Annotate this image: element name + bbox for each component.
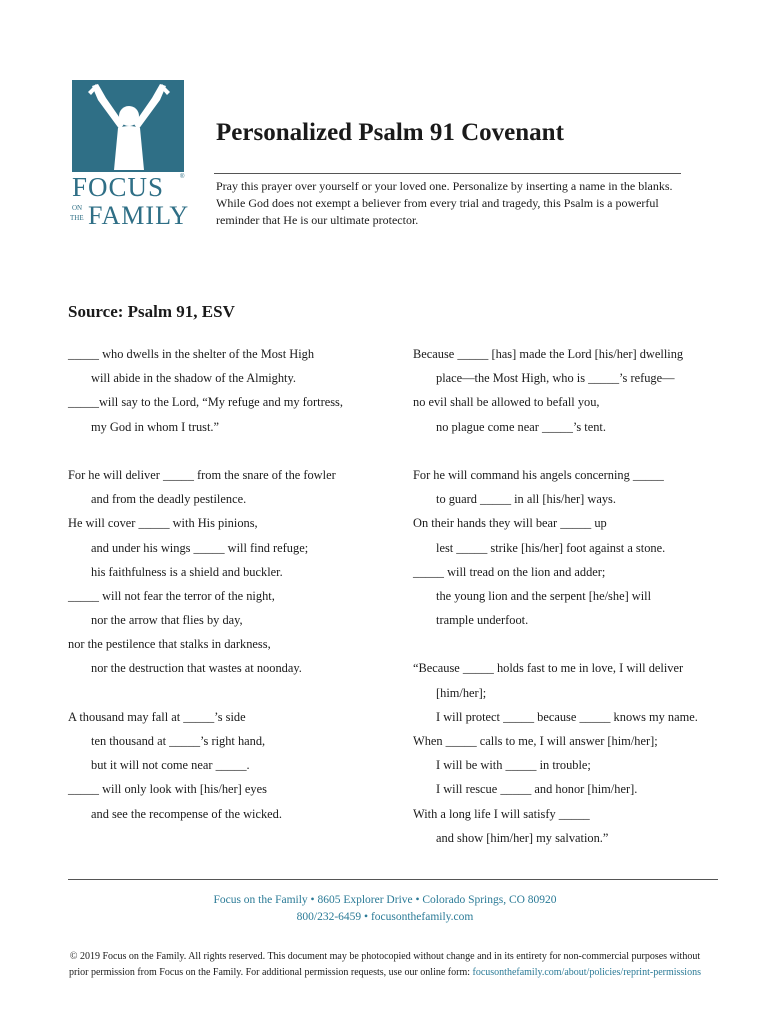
focus-on-the-family-logo <box>68 78 190 228</box>
right-verse-line: When _____ calls to me, I will answer [him/her]; <box>413 734 658 748</box>
left-stanza-gap <box>68 439 398 463</box>
left-verse-line: my God in whom I trust.” <box>91 419 220 434</box>
left-verse-line: and under his wings _____ will find refuge; <box>91 540 309 555</box>
intro-paragraph: Pray this prayer over yourself or your loved one. Personalize by inserting a name in the blanks. While God does not exempt a believer from every trial and tragedy, this Psalm is a powerful reminder that He is our ultimate protector. <box>216 179 673 227</box>
left-verse-line: _____will say to the Lord, “My refuge and my fortress, <box>68 395 343 410</box>
title-divider <box>214 173 681 174</box>
right-verse-line: lest _____ strike [his/her] foot against a stone. <box>436 540 666 555</box>
copyright-line-2 <box>20 965 750 981</box>
left-verse-line: and from the deadly pestilence. <box>91 492 247 507</box>
source-heading: Source: Psalm 91, ESV <box>68 302 235 321</box>
reprint-permissions-link[interactable]: focusonthefamily.com/about/policies/reprint-permissions <box>472 967 701 978</box>
svg-text:FAMILY: FAMILY <box>88 201 190 228</box>
left-verse-line: _____ will not fear the terror of the night, <box>68 588 275 603</box>
logo-graphic <box>68 78 190 228</box>
svg-text:THE: THE <box>70 214 84 222</box>
right-verse-line: no plague come near _____’s tent. <box>436 419 606 434</box>
svg-text:FOCUS: FOCUS <box>72 172 165 202</box>
right-verse-line: I will be with _____ in trouble; <box>436 758 591 773</box>
right-verse-line: I will protect _____ because _____ knows my name. <box>436 709 698 724</box>
right-verse-line: With a long life I will satisfy _____ <box>413 806 590 821</box>
copyright-line-2-text: prior permission from Focus on the Family. For additional permission requests, use our online form: <box>69 967 473 978</box>
left-verse-line: _____ will only look with [his/her] eyes <box>68 782 267 797</box>
page-title: Personalized Psalm 91 Covenant <box>216 119 564 146</box>
footer-divider <box>68 879 718 880</box>
left-stanza-gap <box>68 681 398 705</box>
left-verse-line: For he will deliver _____ from the snare of the fowler <box>68 467 336 482</box>
right-verse-line: and show [him/her] my salvation.” <box>436 830 609 845</box>
right-verse-line: Because _____ [has] made the Lord [his/her] dwelling <box>413 347 684 361</box>
right-verse-line: place—the Most High, who is _____’s refuge— <box>436 371 675 386</box>
left-verse-line: _____ who dwells in the shelter of the Most High <box>68 347 315 361</box>
svg-text:ON: ON <box>72 204 83 212</box>
right-verse-column <box>413 342 743 850</box>
right-verse-line: the young lion and the serpent [he/she] will <box>436 588 652 603</box>
right-verse-line: no evil shall be allowed to befall you, <box>413 395 600 410</box>
right-verse-line: “Because _____ holds fast to me in love, I will deliver <box>413 661 684 676</box>
right-stanza-gap <box>413 439 743 463</box>
left-verse-line: but it will not come near _____. <box>91 758 250 773</box>
left-verse-line: A thousand may fall at _____’s side <box>68 709 246 724</box>
right-stanza-gap <box>413 632 743 656</box>
footer-address: Focus on the Family • 8605 Explorer Drive • Colorado Springs, CO 80920 <box>213 894 557 906</box>
left-verse-column <box>68 342 398 826</box>
left-verse-line: and see the recompense of the wicked. <box>91 806 282 821</box>
left-verse-line: his faithfulness is a shield and buckler. <box>91 564 283 579</box>
right-verse-line: to guard _____ in all [his/her] ways. <box>436 492 616 507</box>
copyright-line-1: © 2019 Focus on the Family. All rights reserved. This document may be photocopied without change and in its entirety for non-commercial purposes without <box>69 951 701 962</box>
right-verse-line: I will rescue _____ and honor [him/her]. <box>436 782 638 797</box>
left-verse-line: nor the pestilence that stalks in darkness, <box>68 637 271 652</box>
footer-contact: 800/232-6459 • focusonthefamily.com <box>296 911 474 923</box>
right-verse-line: trample underfoot. <box>436 613 529 628</box>
right-verse-line: On their hands they will bear _____ up <box>413 516 607 531</box>
svg-text:®: ® <box>180 174 185 180</box>
right-verse-line: [him/her]; <box>436 685 487 700</box>
left-verse-line: ten thousand at _____’s right hand, <box>91 734 266 748</box>
right-verse-line: _____ will tread on the lion and adder; <box>413 564 606 579</box>
left-verse-line: will abide in the shadow of the Almighty. <box>91 371 296 386</box>
left-verse-line: nor the arrow that flies by day, <box>91 613 243 628</box>
left-verse-line: nor the destruction that wastes at noonday. <box>91 661 302 676</box>
left-verse-line: He will cover _____ with His pinions, <box>68 516 258 531</box>
right-verse-line: For he will command his angels concerning _____ <box>413 467 664 482</box>
